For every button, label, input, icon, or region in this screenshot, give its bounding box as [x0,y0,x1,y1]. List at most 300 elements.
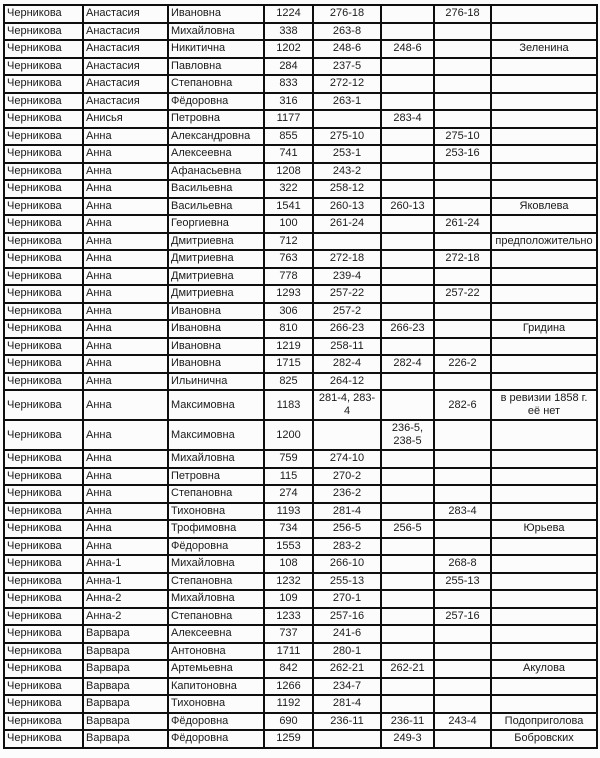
cell-revision-ref-2 [381,303,434,321]
table-row [4,450,597,468]
cell-patronymic: Петровна [168,110,264,128]
cell-revision-ref-2 [381,555,434,573]
cell-revision-ref-3 [434,163,491,181]
table-row [4,608,597,626]
cell-note [491,450,597,468]
cell-revision-ref-2 [381,58,434,76]
cell-revision-ref-3 [434,450,491,468]
cell-patronymic: Тихоновна [168,695,264,713]
cell-revision-ref-1: 257-22 [313,285,381,303]
cell-revision-ref-3 [434,303,491,321]
cell-record-number: 842 [264,660,313,678]
cell-note [491,485,597,503]
cell-revision-ref-1: 260-13 [313,198,381,216]
cell-record-number: 1715 [264,355,313,373]
cell-given-name: Анна [83,320,168,338]
cell-surname: Черникова [4,590,83,608]
cell-revision-ref-2: 248-6 [381,40,434,58]
cell-given-name: Анна [83,303,168,321]
cell-given-name: Анна [83,390,168,420]
cell-revision-ref-1: 239-4 [313,268,381,286]
cell-surname: Черникова [4,625,83,643]
cell-patronymic: Ивановна [168,320,264,338]
cell-revision-ref-1: 261-24 [313,215,381,233]
cell-note [491,355,597,373]
cell-surname: Черникова [4,268,83,286]
cell-patronymic: Ивановна [168,303,264,321]
cell-revision-ref-1: 253-1 [313,145,381,163]
table-row [4,58,597,76]
cell-revision-ref-3: 272-18 [434,250,491,268]
cell-record-number: 1711 [264,643,313,661]
cell-revision-ref-1: 243-2 [313,163,381,181]
table-row [4,320,597,338]
cell-revision-ref-3 [434,75,491,93]
cell-revision-ref-1: 241-6 [313,625,381,643]
cell-given-name: Анна [83,198,168,216]
cell-revision-ref-2 [381,180,434,198]
cell-record-number: 1293 [264,285,313,303]
table-row [4,5,597,23]
cell-revision-ref-2 [381,338,434,356]
cell-note [491,573,597,591]
cell-patronymic: Антоновна [168,643,264,661]
cell-revision-ref-1: 257-2 [313,303,381,321]
cell-surname: Черникова [4,75,83,93]
cell-revision-ref-3: 255-13 [434,573,491,591]
cell-patronymic: Михайловна [168,23,264,41]
cell-surname: Черникова [4,355,83,373]
table-row [4,695,597,713]
table-row [4,555,597,573]
cell-record-number: 1193 [264,503,313,521]
cell-surname: Черникова [4,695,83,713]
cell-revision-ref-2: 249-3 [381,730,434,748]
cell-revision-ref-3 [434,23,491,41]
cell-given-name: Анна [83,355,168,373]
cell-patronymic: Ивановна [168,5,264,23]
cell-revision-ref-1: 272-12 [313,75,381,93]
table-row [4,75,597,93]
table-row [4,93,597,111]
cell-revision-ref-1: 258-11 [313,338,381,356]
cell-note [491,590,597,608]
cell-revision-ref-1: 266-23 [313,320,381,338]
cell-given-name: Анна [83,233,168,251]
cell-patronymic: Михайловна [168,590,264,608]
cell-revision-ref-1: 275-10 [313,128,381,146]
cell-patronymic: Дмитриевна [168,250,264,268]
cell-revision-ref-3 [434,338,491,356]
cell-surname: Черникова [4,678,83,696]
cell-revision-ref-2 [381,590,434,608]
cell-surname: Черникова [4,163,83,181]
cell-revision-ref-3 [434,420,491,450]
cell-revision-ref-1: 272-18 [313,250,381,268]
cell-revision-ref-2: 262-21 [381,660,434,678]
cell-patronymic: Ивановна [168,355,264,373]
cell-note [491,468,597,486]
table-row [4,198,597,216]
table-row [4,40,597,58]
cell-revision-ref-1: 256-5 [313,520,381,538]
cell-revision-ref-3: 283-4 [434,503,491,521]
cell-revision-ref-3 [434,180,491,198]
cell-surname: Черникова [4,420,83,450]
table-row [4,625,597,643]
cell-note [491,373,597,391]
cell-note [491,695,597,713]
cell-revision-ref-2 [381,695,434,713]
cell-revision-ref-3 [434,320,491,338]
cell-surname: Черникова [4,303,83,321]
cell-record-number: 115 [264,468,313,486]
cell-note [491,75,597,93]
cell-revision-ref-3 [434,110,491,128]
cell-revision-ref-1: 270-2 [313,468,381,486]
cell-patronymic: Георгиевна [168,215,264,233]
table-row [4,678,597,696]
cell-record-number: 1233 [264,608,313,626]
cell-patronymic: Ильинична [168,373,264,391]
cell-revision-ref-1 [313,420,381,450]
cell-patronymic: Фёдоровна [168,713,264,731]
cell-given-name: Варвара [83,643,168,661]
cell-note [491,678,597,696]
cell-revision-ref-1: 282-4 [313,355,381,373]
cell-surname: Черникова [4,215,83,233]
table-row [4,660,597,678]
cell-surname: Черникова [4,450,83,468]
cell-note [491,23,597,41]
cell-revision-ref-1: 234-7 [313,678,381,696]
cell-patronymic: Алексеевна [168,145,264,163]
cell-revision-ref-2 [381,285,434,303]
cell-given-name: Анна [83,373,168,391]
cell-note [491,285,597,303]
cell-record-number: 306 [264,303,313,321]
cell-revision-ref-1: 264-12 [313,373,381,391]
cell-patronymic: Фёдоровна [168,538,264,556]
cell-revision-ref-2 [381,5,434,23]
cell-record-number: 1232 [264,573,313,591]
cell-given-name: Анна-1 [83,555,168,573]
cell-note [491,145,597,163]
cell-revision-ref-2 [381,678,434,696]
table-row [4,573,597,591]
cell-revision-ref-2: 256-5 [381,520,434,538]
cell-revision-ref-1: 283-2 [313,538,381,556]
cell-revision-ref-1: 236-11 [313,713,381,731]
table-row [4,145,597,163]
cell-given-name: Анна-2 [83,608,168,626]
cell-revision-ref-2 [381,373,434,391]
cell-patronymic: Максимовна [168,420,264,450]
table-row [4,285,597,303]
cell-given-name: Варвара [83,678,168,696]
cell-record-number: 1266 [264,678,313,696]
cell-surname: Черникова [4,643,83,661]
cell-revision-ref-2 [381,625,434,643]
cell-given-name: Анна [83,180,168,198]
cell-record-number: 737 [264,625,313,643]
table-row [4,355,597,373]
cell-revision-ref-2: 282-4 [381,355,434,373]
cell-record-number: 322 [264,180,313,198]
cell-record-number: 1208 [264,163,313,181]
table-row [4,233,597,251]
cell-revision-ref-1: 281-4 [313,695,381,713]
table-row [4,538,597,556]
cell-surname: Черникова [4,660,83,678]
cell-revision-ref-2 [381,538,434,556]
cell-revision-ref-2 [381,573,434,591]
cell-given-name: Анна-2 [83,590,168,608]
cell-surname: Черникова [4,110,83,128]
cell-note [491,268,597,286]
cell-surname: Черникова [4,338,83,356]
cell-given-name: Анна [83,250,168,268]
cell-record-number: 1219 [264,338,313,356]
cell-given-name: Анна [83,268,168,286]
cell-surname: Черникова [4,573,83,591]
cell-record-number: 763 [264,250,313,268]
cell-note [491,420,597,450]
cell-given-name: Варвара [83,660,168,678]
cell-revision-ref-2: 266-23 [381,320,434,338]
cell-patronymic: Павловна [168,58,264,76]
cell-surname: Черникова [4,468,83,486]
cell-surname: Черникова [4,538,83,556]
cell-surname: Черникова [4,373,83,391]
cell-patronymic: Степановна [168,573,264,591]
cell-revision-ref-3: 257-22 [434,285,491,303]
cell-surname: Черникова [4,198,83,216]
cell-patronymic: Степановна [168,608,264,626]
cell-given-name: Варвара [83,625,168,643]
cell-revision-ref-2 [381,75,434,93]
cell-revision-ref-3: 226-2 [434,355,491,373]
cell-given-name: Анастасия [83,58,168,76]
cell-revision-ref-1: 266-10 [313,555,381,573]
cell-revision-ref-1: 255-13 [313,573,381,591]
cell-patronymic: Степановна [168,75,264,93]
cell-note [491,58,597,76]
cell-patronymic: Тихоновна [168,503,264,521]
table-row [4,268,597,286]
cell-record-number: 1259 [264,730,313,748]
cell-revision-ref-3: 243-4 [434,713,491,731]
cell-given-name: Анна [83,520,168,538]
cell-record-number: 1177 [264,110,313,128]
cell-given-name: Анастасия [83,40,168,58]
cell-note [491,643,597,661]
cell-revision-ref-2: 283-4 [381,110,434,128]
cell-given-name: Анастасия [83,5,168,23]
cell-revision-ref-3 [434,520,491,538]
cell-revision-ref-1: 270-1 [313,590,381,608]
cell-record-number: 855 [264,128,313,146]
cell-given-name: Анисья [83,110,168,128]
cell-revision-ref-3 [434,660,491,678]
cell-revision-ref-2 [381,608,434,626]
cell-patronymic: Никитична [168,40,264,58]
cell-given-name: Анна [83,285,168,303]
cell-revision-ref-3 [434,643,491,661]
cell-surname: Черникова [4,730,83,748]
cell-patronymic: Фёдоровна [168,93,264,111]
cell-given-name: Анна [83,468,168,486]
cell-record-number: 316 [264,93,313,111]
cell-patronymic: Васильевна [168,180,264,198]
cell-record-number: 759 [264,450,313,468]
cell-revision-ref-1: 262-21 [313,660,381,678]
cell-note [491,625,597,643]
cell-note [491,250,597,268]
cell-given-name: Анна [83,503,168,521]
table-row [4,390,597,420]
cell-surname: Черникова [4,23,83,41]
cell-given-name: Варвара [83,730,168,748]
cell-patronymic: Петровна [168,468,264,486]
cell-revision-ref-1: 258-12 [313,180,381,198]
cell-patronymic: Дмитриевна [168,233,264,251]
cell-surname: Черникова [4,485,83,503]
cell-surname: Черникова [4,93,83,111]
cell-surname: Черникова [4,390,83,420]
cell-given-name: Анастасия [83,75,168,93]
table-row [4,23,597,41]
table-row [4,468,597,486]
cell-given-name: Варвара [83,713,168,731]
cell-revision-ref-3: 282-6 [434,390,491,420]
cell-surname: Черникова [4,520,83,538]
cell-revision-ref-2 [381,468,434,486]
cell-record-number: 1202 [264,40,313,58]
cell-record-number: 100 [264,215,313,233]
cell-note: предположительно [491,233,597,251]
cell-patronymic: Дмитриевна [168,285,264,303]
cell-given-name: Анна [83,338,168,356]
cell-record-number: 1183 [264,390,313,420]
cell-note [491,538,597,556]
cell-given-name: Анна [83,128,168,146]
cell-record-number: 690 [264,713,313,731]
cell-revision-ref-2 [381,233,434,251]
cell-revision-ref-1: 263-8 [313,23,381,41]
cell-surname: Черникова [4,58,83,76]
cell-revision-ref-1: 280-1 [313,643,381,661]
cell-revision-ref-3: 268-8 [434,555,491,573]
cell-revision-ref-3 [434,485,491,503]
cell-surname: Черникова [4,320,83,338]
cell-patronymic: Фёдоровна [168,730,264,748]
cell-revision-ref-1: 263-1 [313,93,381,111]
cell-note [491,303,597,321]
table-row [4,503,597,521]
cell-note: Гридина [491,320,597,338]
cell-record-number: 825 [264,373,313,391]
cell-note [491,5,597,23]
cell-revision-ref-1: 257-16 [313,608,381,626]
cell-patronymic: Дмитриевна [168,268,264,286]
cell-note [491,555,597,573]
cell-note: в ревизии 1858 г. её нет [491,390,597,420]
cell-record-number: 712 [264,233,313,251]
cell-revision-ref-1 [313,110,381,128]
cell-surname: Черникова [4,713,83,731]
table-row [4,215,597,233]
cell-revision-ref-3 [434,40,491,58]
cell-patronymic: Капитоновна [168,678,264,696]
cell-record-number: 1541 [264,198,313,216]
cell-note: Акулова [491,660,597,678]
cell-surname: Черникова [4,250,83,268]
cell-surname: Черникова [4,128,83,146]
cell-given-name: Анастасия [83,93,168,111]
cell-revision-ref-1: 237-5 [313,58,381,76]
table-row [4,590,597,608]
cell-revision-ref-3 [434,625,491,643]
cell-record-number: 741 [264,145,313,163]
cell-record-number: 1224 [264,5,313,23]
cell-revision-ref-1: 276-18 [313,5,381,23]
cell-revision-ref-3 [434,373,491,391]
cell-patronymic: Алексеевна [168,625,264,643]
table-row [4,128,597,146]
cell-surname: Черникова [4,5,83,23]
cell-revision-ref-3 [434,233,491,251]
cell-record-number: 833 [264,75,313,93]
cell-note [491,128,597,146]
cell-record-number: 1200 [264,420,313,450]
cell-patronymic: Афанасьевна [168,163,264,181]
cell-patronymic: Александровна [168,128,264,146]
cell-patronymic: Васильевна [168,198,264,216]
cell-revision-ref-2 [381,503,434,521]
cell-revision-ref-3 [434,198,491,216]
cell-note [491,215,597,233]
table-row [4,250,597,268]
cell-patronymic: Трофимовна [168,520,264,538]
cell-revision-ref-3: 276-18 [434,5,491,23]
cell-revision-ref-1 [313,233,381,251]
table-row [4,180,597,198]
cell-revision-ref-3: 261-24 [434,215,491,233]
cell-patronymic: Артемьевна [168,660,264,678]
cell-note [491,163,597,181]
cell-revision-ref-2: 236-11 [381,713,434,731]
cell-given-name: Анна [83,215,168,233]
cell-surname: Черникова [4,285,83,303]
cell-given-name: Анна [83,538,168,556]
cell-surname: Черникова [4,555,83,573]
cell-revision-ref-1: 281-4, 283-4 [313,390,381,420]
cell-revision-ref-1: 281-4 [313,503,381,521]
table-row [4,713,597,731]
cell-note: Зеленина [491,40,597,58]
cell-patronymic: Ивановна [168,338,264,356]
cell-given-name: Анна [83,163,168,181]
cell-revision-ref-3 [434,678,491,696]
table-row [4,373,597,391]
cell-record-number: 284 [264,58,313,76]
cell-note: Подоприголова [491,713,597,731]
cell-surname: Черникова [4,608,83,626]
table-body [4,5,597,748]
cell-revision-ref-2 [381,145,434,163]
cell-revision-ref-1: 274-10 [313,450,381,468]
